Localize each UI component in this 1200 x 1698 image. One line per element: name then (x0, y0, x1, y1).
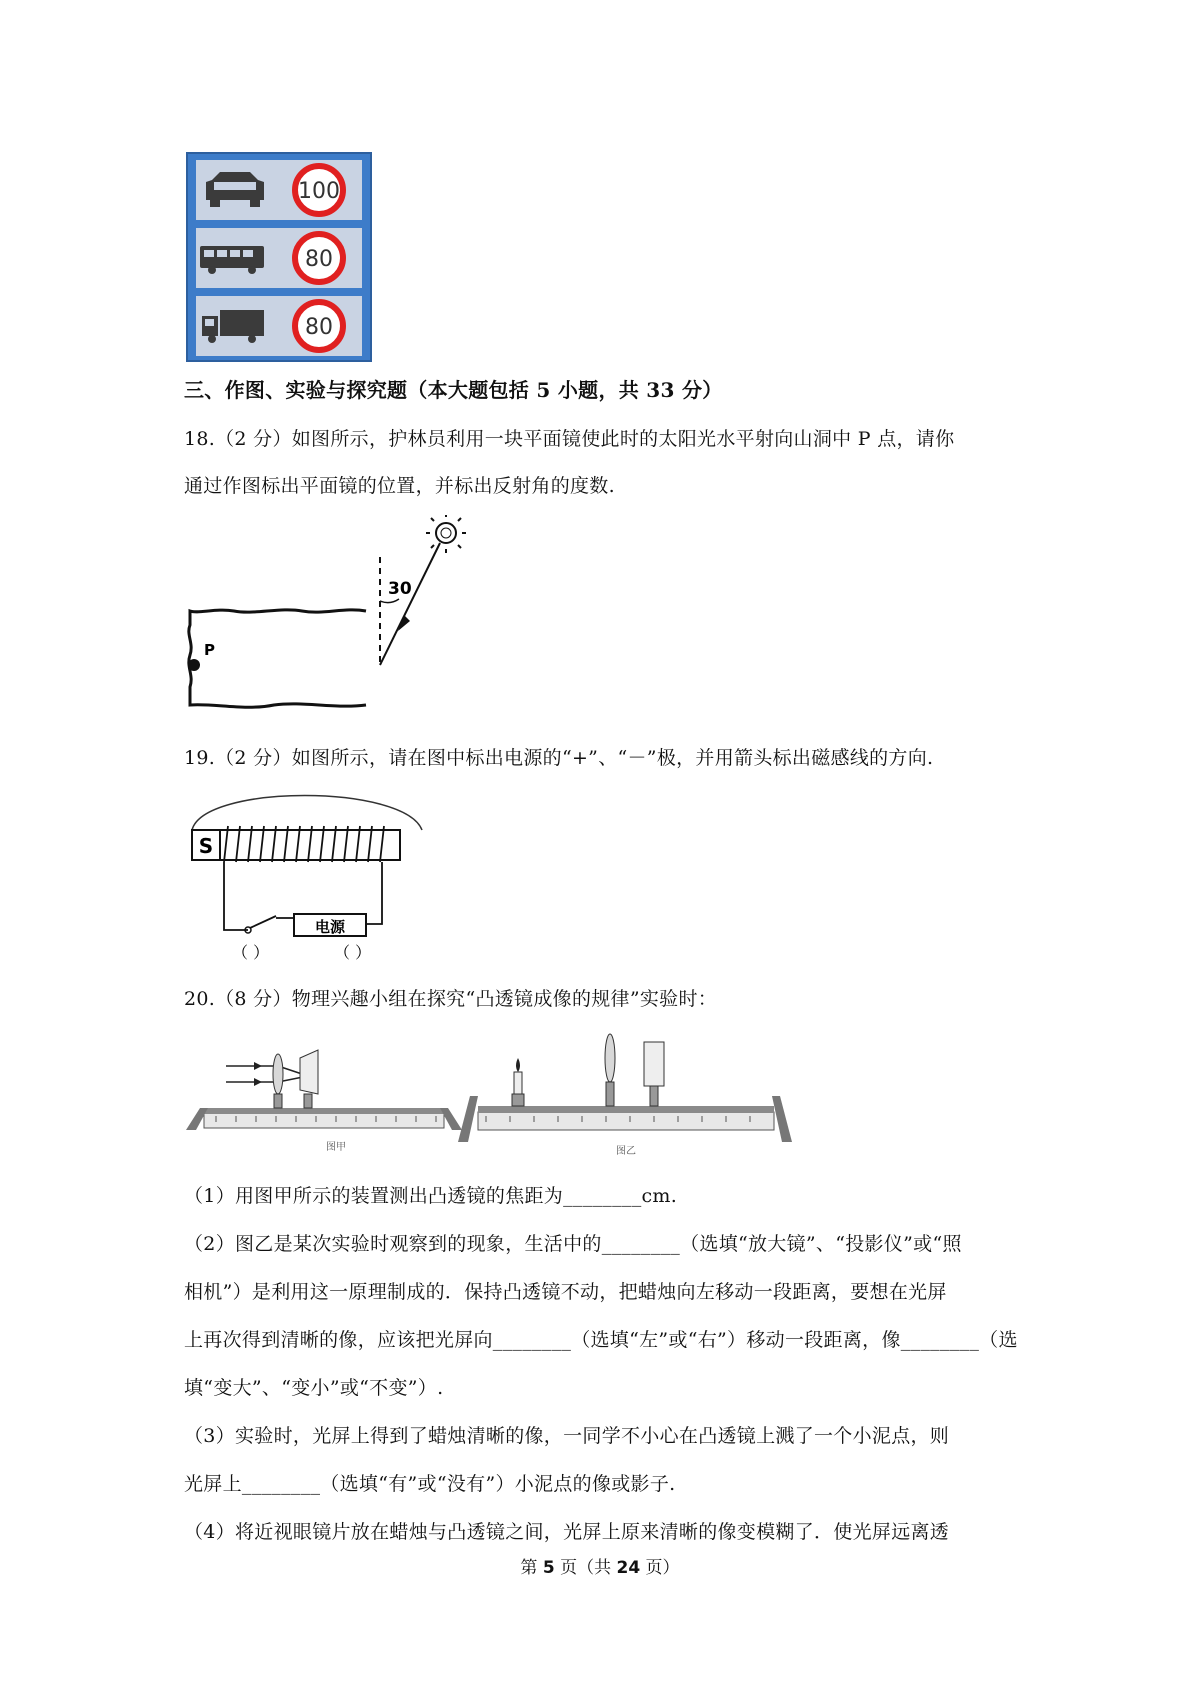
light-screen-b (644, 1042, 664, 1106)
light-screen-a (300, 1050, 318, 1094)
pole-label: S (198, 834, 214, 858)
coil (224, 826, 384, 862)
field-line (192, 796, 422, 831)
cave-outline (189, 610, 366, 707)
blank-left: （ ） (232, 943, 270, 960)
figure-a-caption: 图甲 (326, 1142, 346, 1153)
point-p (188, 659, 200, 671)
footer-prefix: 第 (520, 1558, 543, 1578)
footer-total-pages: 24 (616, 1558, 641, 1578)
convex-lens-b (605, 1034, 615, 1106)
switch-lever (250, 916, 276, 928)
sign-row-bus (196, 228, 362, 288)
blank-right: （ ） (334, 943, 372, 960)
power-source-label: 电源 (314, 918, 346, 936)
angle-label: 30 (388, 579, 412, 599)
q18-line1: 18.（2 分）如图所示，护林员利用一块平面镜使此时的太阳光水平射向山洞中 P 点，请你 (184, 428, 955, 450)
convex-lens-a (273, 1054, 283, 1094)
q18-line2: 通过作图标出平面镜的位置，并标出反射角的度数. (184, 475, 615, 497)
speed-limit-value: 80 (305, 315, 333, 340)
q20-part4-line1: （4）将近视眼镜片放在蜡烛与凸透镜之间，光屏上原来清晰的像变模糊了．使光屏远离透 (184, 1521, 950, 1543)
q19-line1: 19.（2 分）如图所示，请在图中标出电源的“+”、“－”极，并用箭头标出磁感线的方向. (184, 747, 934, 769)
q20-part3-line1: （3）实验时，光屏上得到了蜡烛清晰的像，一同学不小心在凸透镜上溅了一个小泥点，则 (184, 1425, 950, 1447)
speed-limit-value: 80 (305, 247, 333, 272)
sign-row-car (196, 160, 362, 220)
candle (512, 1058, 524, 1106)
q20-part2-line3: 上再次得到清晰的像，应该把光屏向________（选填“左”或“右”）移动一段距离，像________（选 (184, 1329, 1018, 1351)
sun-ray (380, 543, 440, 665)
q20-part2-line2: 相机”）是利用这一原理制成的．保持凸透镜不动，把蜡烛向左移动一段距离，要想在光屏 (184, 1281, 947, 1303)
figure-a-optical-bench (186, 1050, 462, 1153)
q20-part2-line4: 填“变大”、“变小”或“不变”）. (184, 1377, 444, 1399)
footer-middle: 页（共 (554, 1558, 617, 1578)
footer-page-number: 5 (542, 1558, 555, 1578)
q19-figure (184, 790, 434, 960)
q20-figure (186, 1030, 846, 1160)
q20-part2-line1: （2）图乙是某次实验时观察到的现象，生活中的________（选填“放大镜”、“投影仪”或“照 (184, 1233, 962, 1255)
angle-arc (380, 599, 399, 603)
speed-limit-value: 100 (298, 179, 340, 204)
footer-suffix: 页） (640, 1558, 680, 1578)
sign-row-truck (196, 296, 362, 356)
speed-limit-sign (186, 152, 372, 362)
figure-b-caption: 图乙 (616, 1146, 636, 1157)
sun-icon (426, 515, 466, 553)
q18-figure (184, 515, 474, 725)
figure-b-optical-bench (458, 1034, 792, 1157)
section-heading: 三、作图、实验与探究题（本大题包括 5 小题，共 33 分） (184, 378, 723, 402)
point-p-label: P (204, 641, 215, 659)
q20-line1: 20.（8 分）物理兴趣小组在探究“凸透镜成像的规律”实验时： (184, 988, 718, 1010)
q20-part3-line2: 光屏上________（选填“有”或“没有”）小泥点的像或影子. (184, 1473, 676, 1495)
page-footer (0, 1553, 1200, 1578)
q20-part1: （1）用图甲所示的装置测出凸透镜的焦距为________cm. (184, 1185, 678, 1207)
